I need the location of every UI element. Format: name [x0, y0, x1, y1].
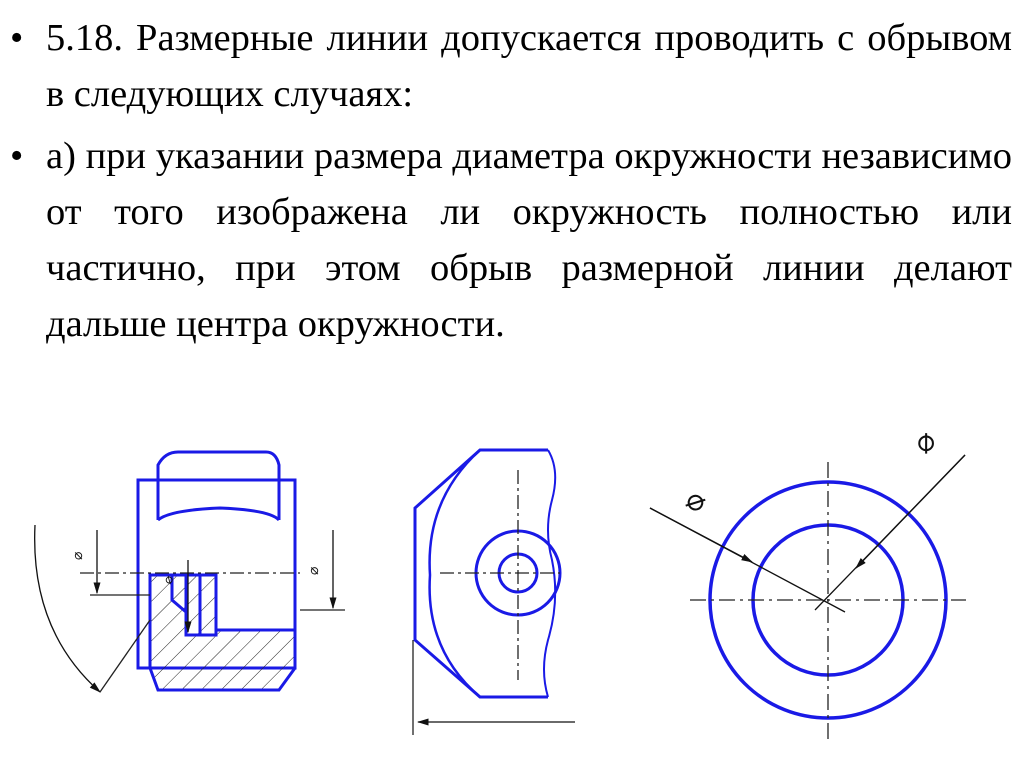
- diameter-symbol-right: ⌀: [307, 566, 322, 575]
- outer-diameter-dimension-line: [650, 508, 752, 562]
- bullet-text-rule: 5.18. Размерные линии допускается проводить с обрывом в следующих случаях:: [46, 17, 1012, 115]
- diameter-symbol-mid: ⌀: [159, 572, 177, 587]
- bullet-mark: •: [10, 135, 24, 177]
- inner-diameter-symbol: ⌀: [906, 423, 943, 460]
- nut-head-outline: [158, 452, 279, 480]
- bullet-text-case-a: а) при указании размера диаметра окружности независимо от того изображена ли окружность полностью или частично, при этом обрыв размерной линии делают дальше центра окружности.: [46, 135, 1012, 345]
- hex-partial-view: [413, 450, 575, 735]
- angle-dimension-arc: [35, 525, 100, 692]
- outer-diameter-symbol: ⌀: [680, 482, 713, 520]
- angle-extension-line: [100, 620, 150, 692]
- bullet-mark: •: [10, 17, 24, 59]
- nut-section-drawing: [35, 452, 345, 692]
- circle-view: [650, 424, 966, 740]
- inner-diameter-dimension-line: [856, 455, 965, 568]
- nut-chamfer-curve: [158, 508, 279, 520]
- diameter-symbol-left: ⌀: [71, 551, 86, 560]
